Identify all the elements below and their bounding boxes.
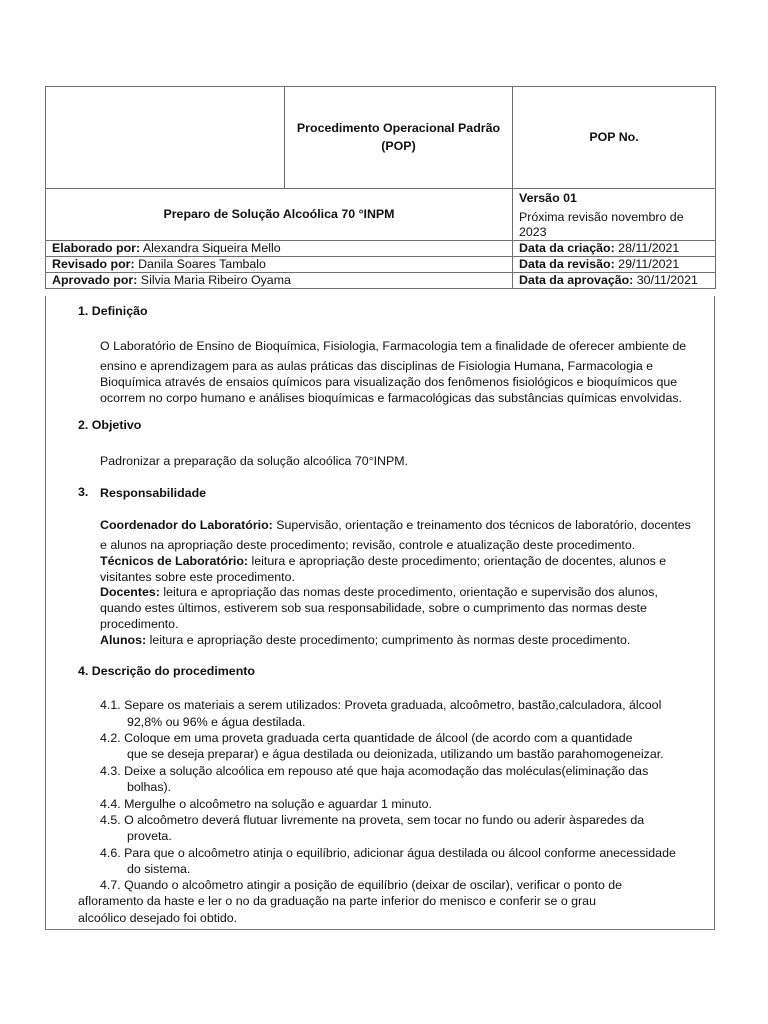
pop-number: POP No.	[513, 87, 716, 189]
section-4-heading: 4. Descrição do procedimento	[78, 664, 255, 678]
step-4-1: 4.1. Separe os materiais a serem utilizados: Proveta graduada, alcoômetro, bastão,calculadora, álcool	[100, 698, 662, 712]
step-4-2-cont: que se deseja preparar) e água destilada ou deionizada, utilizando um bastão parahomogeneizar.	[127, 747, 664, 761]
step-4-7: 4.7. Quando o alcoômetro atingir a posição de equilíbrio (deixar de oscilar), verificar o ponto de	[100, 878, 623, 892]
technicians-line: Técnicos de Laboratório: leitura e apropriação deste procedimento; orientação de docentes, alunos e	[100, 554, 667, 568]
section-3-number: 3.	[78, 485, 89, 499]
revisado-por: Revisado por: Danila Soares Tambalo	[46, 257, 513, 273]
step-4-6: 4.6. Para que o alcoômetro atinja o equilíbrio, adicionar água destilada ou álcool conforme anecessidade	[100, 846, 676, 860]
step-4-3-cont: bolhas).	[127, 780, 172, 794]
elaborado-por: Elaborado por: Alexandra Siqueira Mello	[46, 241, 513, 257]
coordinator-cont: e alunos na apropriação deste procedimento; revisão, controle e atualização deste procedimento.	[100, 538, 636, 552]
step-4-2: 4.2. Coloque em uma proveta graduada certa quantidade de álcool (de acordo com a quantidade	[100, 731, 633, 745]
step-4-7-cont-2: alcoólico desejado foi obtido.	[78, 911, 238, 925]
version-cell	[513, 189, 716, 241]
coordinator-line: Coordenador do Laboratório: Supervisão, orientação e treinamento dos técnicos de laboratório, docentes	[100, 518, 691, 532]
data-aprovacao: Data da aprovação: 30/11/2021	[513, 273, 716, 289]
aprovado-por: Aprovado por: Silvia Maria Ribeiro Oyama	[46, 273, 513, 289]
students-line: Alunos: leitura e apropriação deste procedimento; cumprimento às normas deste procedimento.	[100, 633, 631, 647]
teachers-line: Docentes: leitura e apropriação das nomas deste procedimento, orientação e supervisão dos alunos,	[100, 585, 658, 599]
section-3-heading: Responsabilidade	[100, 486, 207, 500]
step-4-5: 4.5. O alcoômetro deverá flutuar livremente na proveta, sem tocar no fundo ou aderir àsparedes da	[100, 813, 645, 827]
document-subject: Preparo de Solução Alcoólica 70 °INPM	[46, 189, 513, 241]
document-title: Procedimento Operacional Padrão (POP)	[285, 87, 513, 189]
data-revisao: Data da revisão: 29/11/2021	[513, 257, 716, 273]
definition-line-1: O Laboratório de Ensino de Bioquímica, Fisiologia, Farmacologia tem a finalidade de oferecer ambiente de	[100, 339, 687, 353]
teachers-cont-1: quando estes últimos, estiverem sob sua responsabilidade, sobre o cumprimento das normas deste	[100, 601, 647, 615]
document-body	[45, 296, 715, 930]
step-4-6-cont: do sistema.	[127, 862, 191, 876]
definition-line-2: ensino e aprendizagem para as aulas práticas das disciplinas de Fisiologia Humana, Farmacologia e	[100, 359, 654, 373]
step-4-5-cont: proveta.	[127, 829, 172, 843]
definition-line-3: Bioquímica através de ensaios químicos para visualização dos fenômenos fisiológicos e bioquímicos que	[100, 375, 678, 389]
definition-line-4: ocorrem no corpo humano e análises bioquímicas e farmacológicas das substâncias químicas envolvidas.	[100, 391, 682, 405]
data-criacao: Data da criação: 28/11/2021	[513, 241, 716, 257]
step-4-4: 4.4. Mergulhe o alcoômetro na solução e aguardar 1 minuto.	[100, 797, 432, 811]
technicians-cont: visitantes sobre este procedimento.	[100, 570, 295, 584]
section-2-heading: 2. Objetivo	[78, 418, 142, 432]
step-4-7-cont-1: afloramento da haste e ler o no da graduação na parte inferior do menisco e conferir se o grau	[78, 894, 596, 908]
version: Versão 01	[519, 191, 577, 205]
step-4-3: 4.3. Deixe a solução alcoólica em repouso até que haja acomodação das moléculas(eliminação das	[100, 764, 649, 778]
header-table	[45, 86, 716, 289]
step-4-1-cont: 92,8% ou 96% e água destilada.	[127, 715, 306, 729]
objective-text: Padronizar a preparação da solução alcoólica 70°INPM.	[100, 454, 409, 468]
teachers-cont-2: procedimento.	[100, 617, 179, 631]
section-1-heading: 1. Definição	[78, 304, 148, 318]
logo-cell	[46, 87, 285, 189]
next-review: Próxima revisão novembro de 2023	[519, 210, 684, 239]
